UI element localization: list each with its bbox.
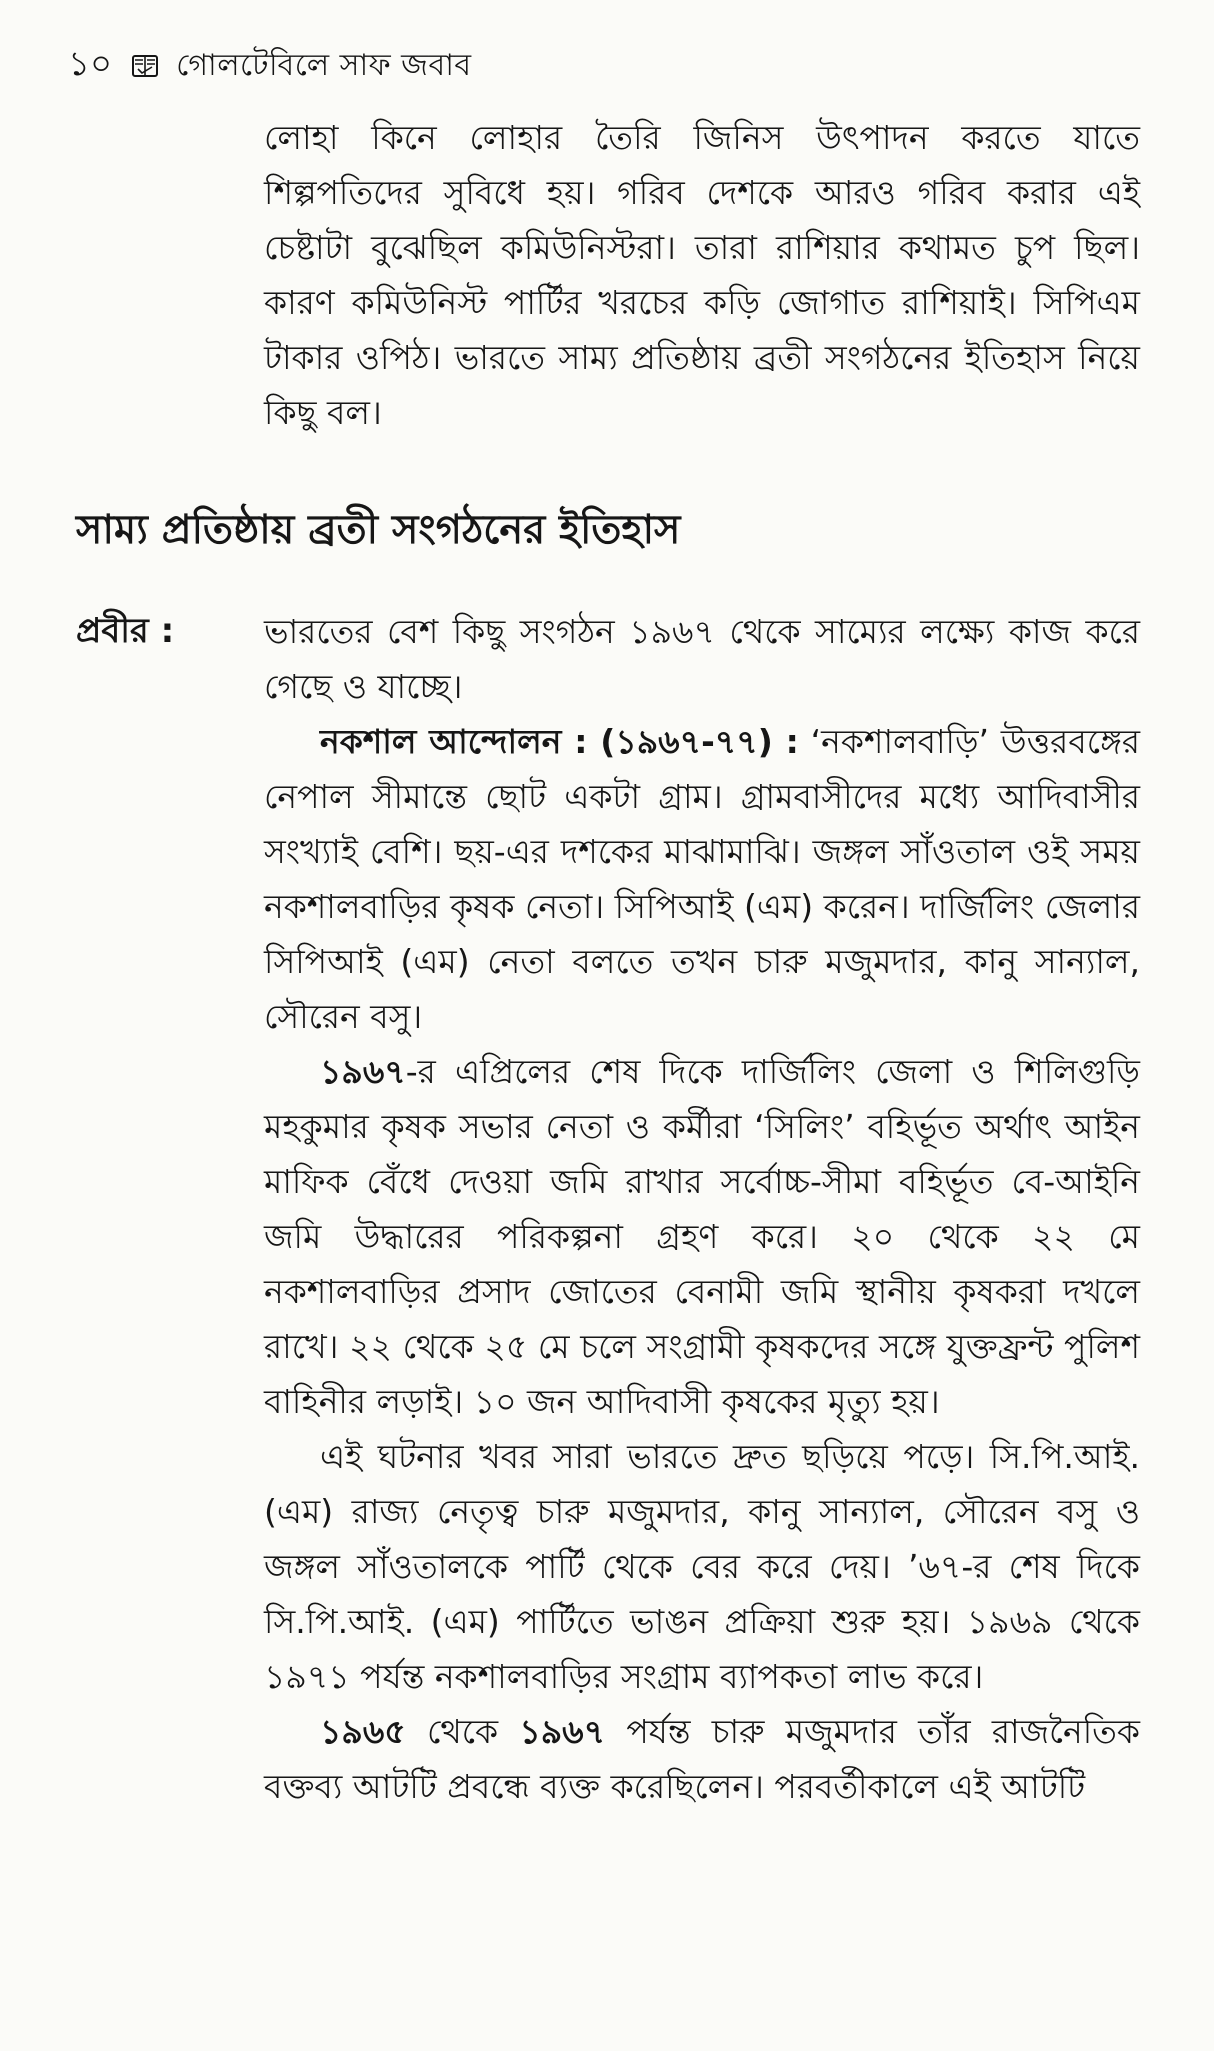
page-number: ১০ [68,43,113,84]
essay-year-separator: থেকে [405,1712,520,1751]
book-title: গোলটেবিলে সাফ জবাব [176,47,472,83]
page-header [68,44,472,88]
essay-year-end: ১৯৬৭ [519,1712,606,1751]
naxal-text: ‘নকশালবাড়ি’ উত্তরবঙ্গের নেপাল সীমান্তে ছোট একটা গ্রাম। গ্রামবাসীদের মধ্যে আদিবাসীর সংখ্যাই বেশি। ছয়-এর দশকের মাঝামাঝি। জঙ্গল সাঁওতাল ওই সময় নকশালবাড়ির কৃষক নেতা। সিপিআই (এম) করেন। দার্জিলিং জেলার সিপিআই (এম) নেতা বলতে তখন চারু মজুমদার, কানু সান্যাল, সৌরেন বসু। [264,722,1140,1036]
section-heading: সাম্য প্রতিষ্ঠায় ব্রতী সংগঠনের ইতিহাস [76,507,681,553]
intro-text-block [264,110,1140,440]
april-text: -র এপ্রিলের শেষ দিকে দার্জিলিং জেলা ও শিলিগুড়ি মহকুমার কৃষক সভার নেতা ও কর্মীরা ‘সিলিং’ বহির্ভূত অর্থাৎ আইন মাফিক বেঁধে দেওয়া জমি রাখার সর্বোচ্চ-সীমা বহির্ভূত বে-আইনি জমি উদ্ধারের পরিকল্পনা গ্রহণ করে। ২০ থেকে ২২ মে নকশালবাড়ির প্রসাদ জোতের বেনামী জমি স্থানীয় কৃষকরা দখলে রাখে। ২২ থেকে ২৫ মে চলে সংগ্রামী কৃষকদের সঙ্গে যুক্তফ্রন্ট পুলিশ বাহিনীর লড়াই। ১০ জন আদিবাসী কৃষকের মৃত্যু হয়। [264,1052,1140,1421]
april-paragraph [264,1044,1140,1429]
book-icon [130,51,160,81]
discussion-text-block [264,604,1140,1814]
essay-text: পর্যন্ত চারু মজুমদার তাঁর রাজনৈতিক বক্তব্য আটটি প্রবন্ধে ব্যক্ত করেছিলেন। পরবর্তীকালে এই আটটি [264,1712,1141,1806]
essay-paragraph [264,1704,1140,1814]
april-lead: ১৯৬৭ [320,1052,406,1091]
discussion-paragraph-1: ভারতের বেশ কিছু সংগঠন ১৯৬৭ থেকে সাম্যের লক্ষ্যে কাজ করে গেছে ও যাচ্ছে। [264,612,1140,706]
naxal-paragraph [264,714,1140,1044]
speaker-label: প্রবীর : [76,611,175,651]
news-paragraph: এই ঘটনার খবর সারা ভারতে দ্রুত ছড়িয়ে পড়ে। সি.পি.আই. (এম) রাজ্য নেতৃত্ব চারু মজুমদার, কানু সান্যাল, সৌরেন বসু ও জঙ্গল সাঁওতালকে পার্টি থেকে বের করে দেয়। ’৬৭-র শেষ দিকে সি.পি.আই. (এম) পার্টিতে ভাঙন প্রক্রিয়া শুরু হয়। ১৯৬৯ থেকে ১৯৭১ পর্যন্ত নকশালবাড়ির সংগ্রাম ব্যাপকতা লাভ করে। [264,1437,1140,1696]
essay-year-start: ১৯৬৫ [320,1712,406,1751]
intro-paragraph: লোহা কিনে লোহার তৈরি জিনিস উৎপাদন করতে যাতে শিল্পপতিদের সুবিধে হয়। গরিব দেশকে আরও গরিব করার এই চেষ্টাটা বুঝেছিল কমিউনিস্টরা। তারা রাশিয়ার কথামত চুপ ছিল। কারণ কমিউনিস্ট পার্টির খরচের কড়ি জোগাত রাশিয়াই। সিপিএম টাকার ওপিঠ। ভারতে সাম্য প্রতিষ্ঠায় ব্রতী সংগঠনের ইতিহাস নিয়ে কিছু বল। [264,118,1140,432]
naxal-heading: নকশাল আন্দোলন : (১৯৬৭-৭৭) : [320,722,799,761]
